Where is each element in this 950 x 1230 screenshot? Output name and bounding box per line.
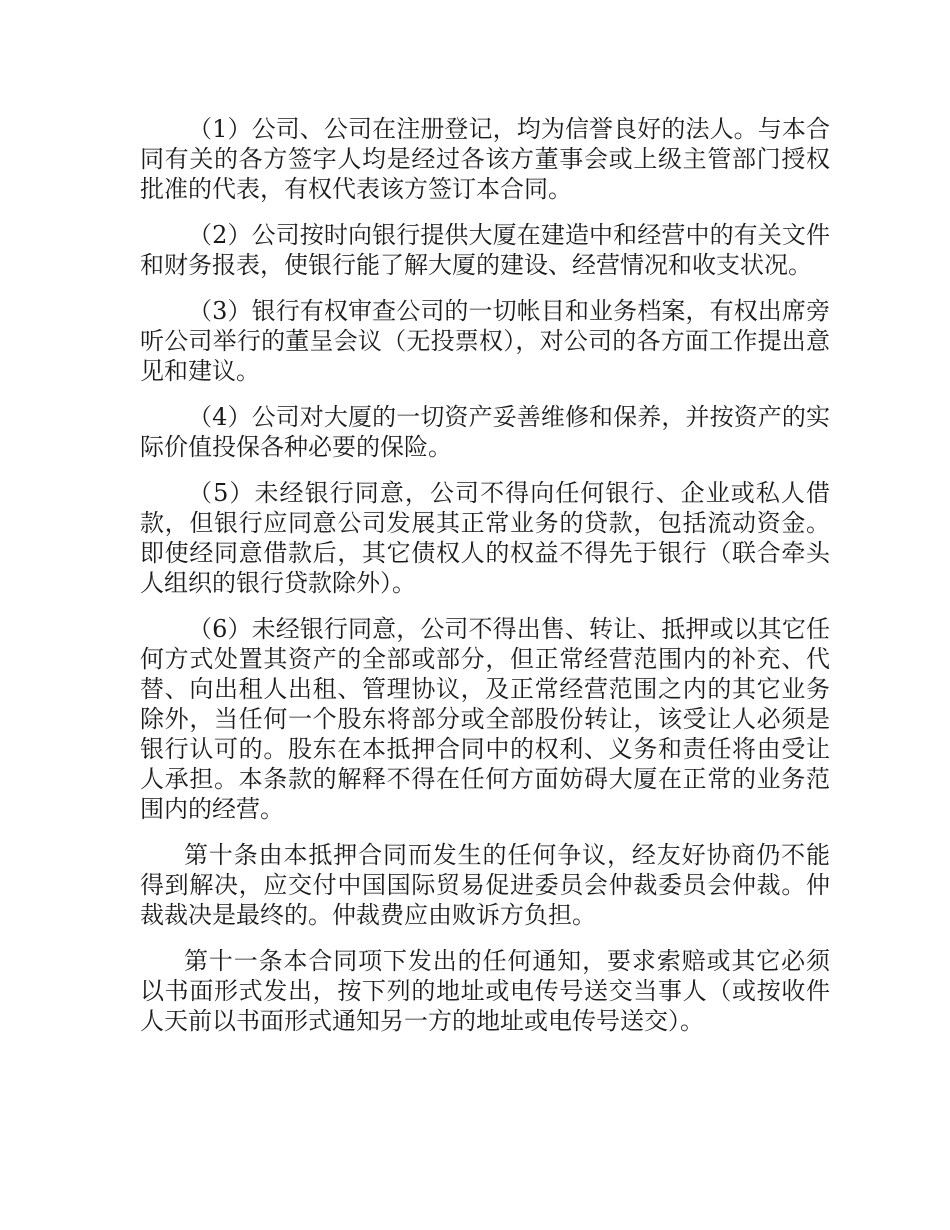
article-10-paragraph: 第十条由本抵押合同而发生的任何争议，经友好协商仍不能得到解决，应交付中国国际贸易促进委员会仲裁委员会仲裁。仲裁裁决是最终的。仲裁费应由败诉方负担。 (140, 841, 830, 929)
clause-2-paragraph: （2）公司按时向银行提供大厦在建造中和经营中的有关文件和财务报表，使银行能了解大厦的建设、经营情况和收支状况。 (140, 221, 830, 279)
clause-1-paragraph: （1）公司、公司在注册登记，均为信誉良好的法人。与本合同有关的各方签字人均是经过各该方董事会或上级主管部门授权批准的代表，有权代表该方签订本合同。 (140, 115, 830, 203)
clause-6-paragraph: （6）未经银行同意，公司不得出售、转让、抵押或以其它任何方式处置其资产的全部或部分，但正常经营范围内的补充、代替、向出租人出租、管理协议，及正常经营范围之内的其它业务除外，当任何一个股东将部分或全部股份转让，该受让人必须是银行认可的。股东在本抵押合同中的权利、义务和责任将由受让人承担。本条款的解释不得在任何方面妨碍大厦在正常的业务范围内的经营。 (140, 615, 830, 823)
clause-5-paragraph: （5）未经银行同意，公司不得向任何银行、企业或私人借款，但银行应同意公司发展其正常业务的贷款，包括流动资金。即使经同意借款后，其它债权人的权益不得先于银行（联合牵头人组织的银行贷款除外）。 (140, 479, 830, 597)
document-body (140, 114, 830, 1052)
clause-4-paragraph: （4）公司对大厦的一切资产妥善维修和保养，并按资产的实际价值投保各种必要的保险。 (140, 403, 830, 461)
article-11-paragraph: 第十一条本合同项下发出的任何通知，要求索赔或其它必须以书面形式发出，按下列的地址或电传号送交当事人（或按收件人天前以书面形式通知另一方的地址或电传号送交）。 (140, 947, 830, 1035)
clause-3-paragraph: （3）银行有权审查公司的一切帐目和业务档案，有权出席旁听公司举行的董呈会议（无投票权），对公司的各方面工作提出意见和建议。 (140, 297, 830, 385)
